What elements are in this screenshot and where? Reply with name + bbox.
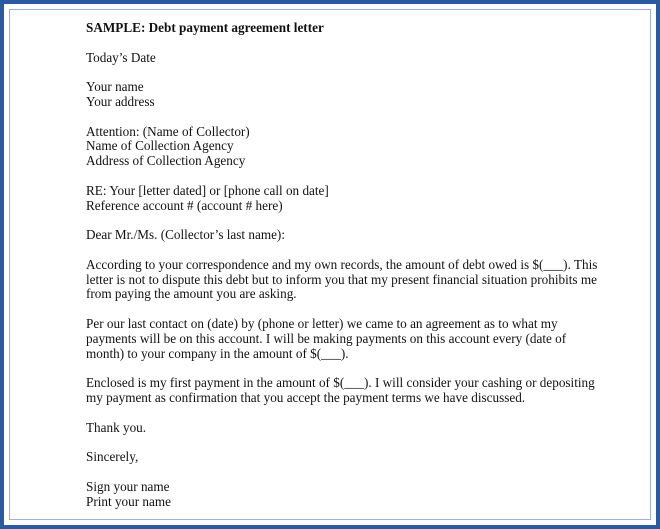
- sender-block: [86, 80, 626, 110]
- salutation: Dear Mr./Ms. (Collector’s last name):: [86, 227, 285, 243]
- recipient-agency-address: Address of Collection Agency: [86, 153, 246, 169]
- thanks-block: [86, 421, 626, 436]
- paragraph-first-payment: [86, 376, 626, 406]
- closing-line: Sincerely,: [86, 449, 139, 465]
- salutation-block: [86, 228, 626, 243]
- thank-you-line: Thank you.: [86, 419, 147, 435]
- paragraph-line: payments will be on this account. I will be making payments on this account every (date of: [86, 330, 567, 346]
- recipient-block: [86, 125, 626, 169]
- letter-title: SAMPLE: Debt payment agreement letter: [86, 20, 324, 35]
- closing-block: [86, 450, 626, 465]
- paragraph-payment-agreement: [86, 317, 626, 361]
- date-line: Today’s Date: [86, 49, 156, 65]
- paragraph-line: letter is not to dispute this debt but to inform you that my present financial situation prohibits me: [86, 271, 597, 287]
- sender-address: Your address: [86, 93, 155, 109]
- sign-line: Sign your name: [86, 478, 170, 494]
- print-name-line: Print your name: [86, 493, 171, 509]
- paragraph-line: month) to your company in the amount of $(___).: [86, 345, 349, 361]
- paragraph-line: According to your correspondence and my own records, the amount of debt owed is $(___). This: [86, 256, 598, 272]
- recipient-attention: Attention: (Name of Collector): [86, 123, 250, 139]
- paragraph-line: Enclosed is my first payment in the amount of $(___). I will consider your cashing or depositing: [86, 375, 595, 391]
- signature-block: [86, 480, 626, 510]
- paragraph-line: Per our last contact on (date) by (phone or letter) we came to an agreement as to what my: [86, 315, 558, 331]
- account-reference-line: Reference account # (account # here): [86, 197, 283, 213]
- sender-name: Your name: [86, 79, 144, 95]
- paragraph-line: my payment as confirmation that you accept the payment terms we have discussed.: [86, 389, 526, 405]
- paragraph-debt-amount: [86, 258, 626, 302]
- re-line: RE: Your [letter dated] or [phone call on date]: [86, 182, 329, 198]
- reference-block: [86, 184, 626, 214]
- date-block: [86, 51, 626, 66]
- paragraph-line: from paying the amount you are asking.: [86, 286, 297, 302]
- recipient-agency-name: Name of Collection Agency: [86, 138, 234, 154]
- letter-body: [86, 21, 626, 524]
